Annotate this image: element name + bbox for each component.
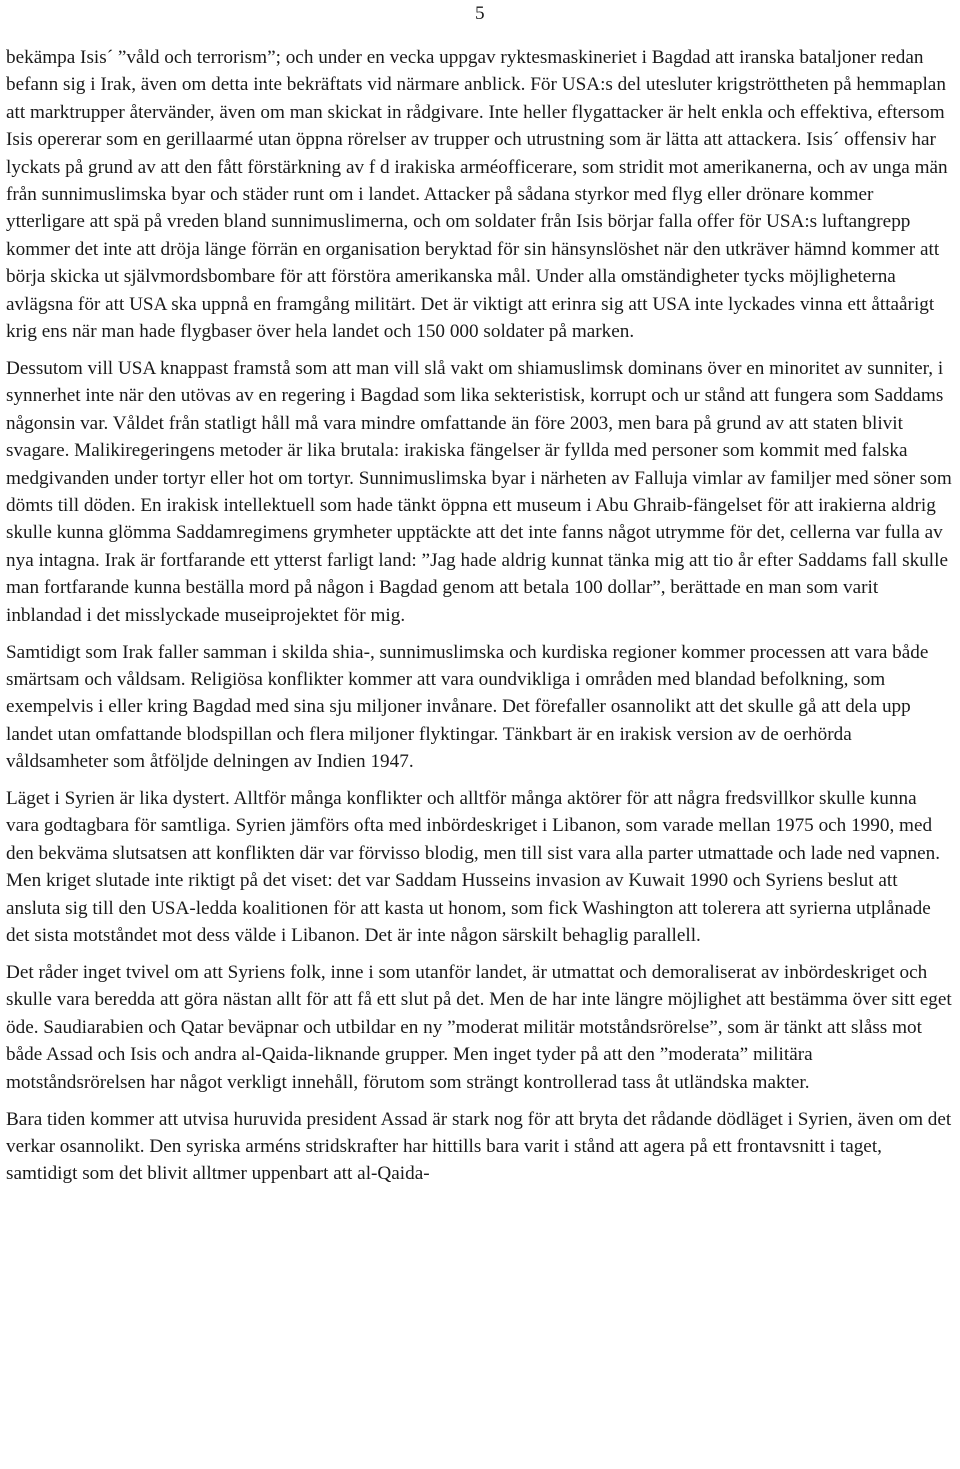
paragraph-iraq-partition: Samtidigt som Irak faller samman i skilda shia-, sunnimuslimska och kurdiska regioner kommer processen att vara både smärtsam och våldsam. Religiösa konflikter kommer att vara oundvikliga i områden med blandad befolkning, som exempelvis i eller kring Bagdad med sina sju miljoner invånare. Det förefaller osannolikt att det skulle gå att dela upp landet utan omfattande blodspillan och flera miljoner flyktingar. Tänkbart är en irakisk version av de oerhörda våldsamheter som åtföljde delningen av Indien 1947. — [6, 641, 929, 773]
paragraph-isis-offensive: bekämpa Isis´ ”våld och terrorism”; och under en vecka uppgav ryktesmaskineriet i Bagdad att iranska bataljoner redan befann sig i Irak, även om detta inte bekräftats vid närmare anblick. För USA:s del utesluter krigströttheten på hemmaplan att marktrupper återvänder, även om man skickat in rådgivare. Inte heller flygattacker är helt enkla och effektiva, eftersom Isis opererar som en gerillaarmé utan öppna rörelser av trupper och utrustning som är lätta att attackera. Isis´ offensiv har lyckats på grund av att den fått förstärkning av f d irakiska arméofficerare, som stridit mot amerikanerna, och av unga män från sunnimuslimska byar och städer runt om i landet. Attacker på sådana styrkor med flyg eller drönare kommer ytterligare att spä på vreden bland sunnimuslimerna, och om soldater från Isis börjar falla offer för USA:s luftangrepp kommer det inte att dröja länge förrän en organisation beryktad för sin hänsynslöshet när den utkräver hämnd kommer att börja skicka ut självmordsbombare för att förstöra amerikanska mål. Under alla omständigheter tycks möjligheterna avlägsna för att USA ska uppnå en framgång militärt. Det är viktigt att erinra sig att USA inte lyckades vinna ett åttaårigt krig ens när man hade flygbaser över hela landet och 150 000 soldater på marken. — [6, 47, 948, 343]
paragraph-usa-shia-dominance: Dessutom vill USA knappast framstå som att man vill slå vakt om shiamuslimsk dominans över en minoritet av sunniter, i synnerhet inte när den utövas av en regering i Bagdad som lika sekteristisk, korrupt och ur stånd att fungera som Saddams någonsin var. Våldet från statligt håll må vara mindre omfattande än före 2003, men bara på grund av att staten blivit svagare. Malikiregeringens metoder är lika brutala: irakiska fängelser är fyllda med personer som kommit med falska medgivanden under tortyr eller hot om tortyr. Sunnimuslimska byar i närheten av Falluja vimlar av familjer med söner som dömts till döden. En irakisk intellektuell som hade tänkt öppna ett museum i Abu Ghraib-fängelset för att irakierna aldrig skulle kunna glömma Saddamregimens grymheter upptäckte att det inte fanns något utrymme för det, cellerna var fulla av nya intagna. Irak är fortfarande ett ytterst farligt land: ”Jag hade aldrig kunnat tänka mig att tio år efter Saddams fall skulle man fortfarande kunna beställa mord på någon i Bagdad genom att betala 100 dollar”, berättade en man som varit inblandad i det misslyckade museiprojektet för mig. — [6, 357, 952, 626]
paragraph-syria-situation: Läget i Syrien är lika dystert. Alltför många konflikter och alltför många aktörer för att några fredsvillkor skulle kunna vara godtagbara för samtliga. Syrien jämförs ofta med inbördeskriget i Libanon, som varade mellan 1975 och 1990, med den bekväma slutsatsen att konflikten där var förvisso blodig, men till sist vara alla parter utmattade och lade ned vapnen. Men kriget slutade inte riktigt på det viset: det var Saddam Husseins invasion av Kuwait 1990 och Syriens beslut att ansluta sig till den USA-ledda koalitionen för att kasta ut honom, som fick Washington att tolerera att syrierna utplånade det sista motståndet mot dess välde i Libanon. Det är inte någon särskilt behaglig parallell. — [6, 788, 941, 947]
paragraph-syrian-people: Det råder inget tvivel om att Syriens folk, inne i som utanför landet, är utmattat och demoraliserat av inbördeskriget och skulle vara beredda att göra nästan allt för att få ett slut på det. Men de har inte längre möjlighet att bestämma över sitt eget öde. Saudiarabien och Qatar beväpnar och utbildar en ny ”moderat militär motståndsrörelse”, som är tänkt att slåss mot både Assad och Isis och andra al-Qaida-liknande grupper. Men inget tyder på att den ”moderata” militära motståndsrörelsen har något verkligt innehåll, förutom som strängt kontrollerad tass åt utländska makter. — [6, 962, 952, 1093]
paragraph-assad-future: Bara tiden kommer att utvisa huruvida president Assad är stark nog för att bryta det rådande dödläget i Syrien, även om det verkar osannolikt. Den syriska arméns stridskrafter har hittills bara varit i stånd att agera på ett frontavsnitt i taget, samtidigt som det blivit alltmer uppenbart att al-Qaida- — [6, 1108, 952, 1185]
page-number: 5 — [475, 3, 485, 24]
